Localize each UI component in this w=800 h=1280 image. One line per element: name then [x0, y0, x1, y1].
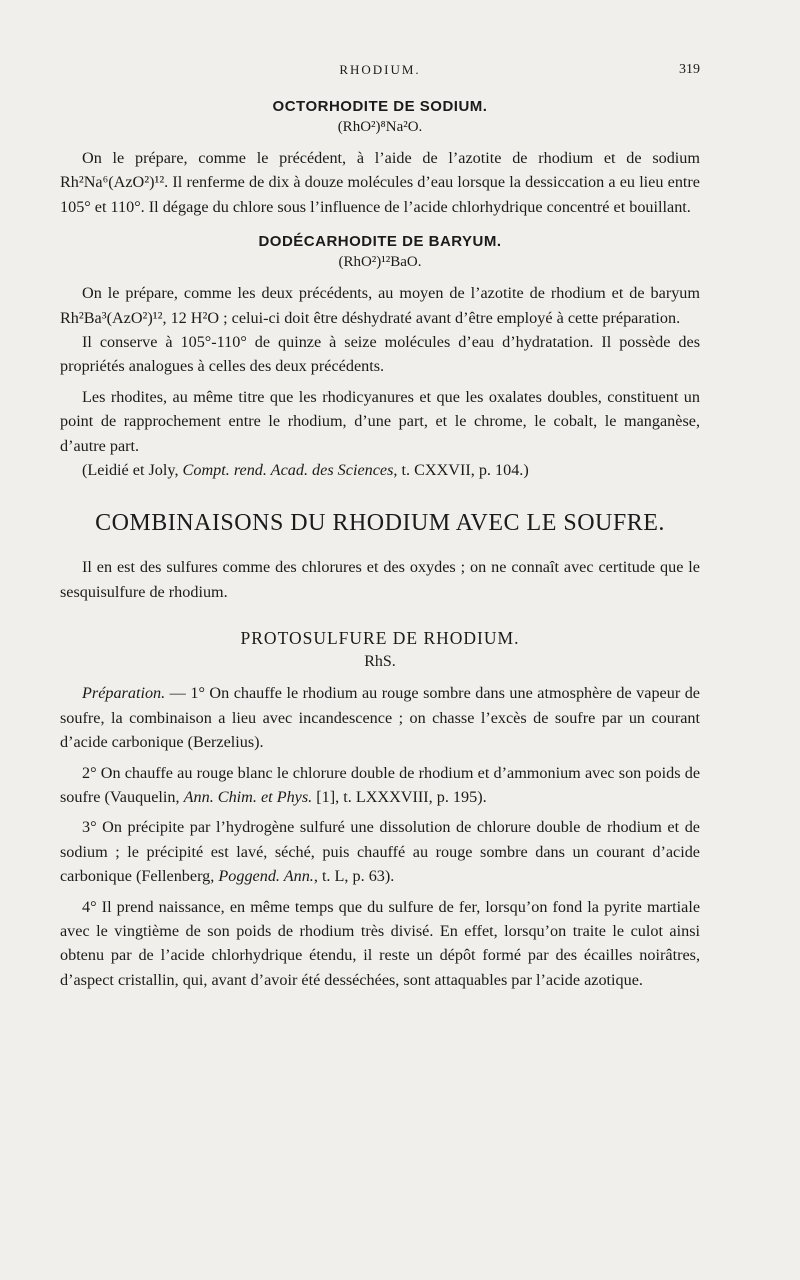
- preparation-label: Préparation.: [82, 684, 166, 703]
- paragraph-preparation-3: [60, 815, 700, 888]
- preparation-2-text: 2° On chauffe au rouge blanc le chlorure double de rhodium et d’ammonium avec son poids de soufre (Vauquelin,: [60, 763, 700, 806]
- preparation-2-journal: Ann. Chim. et Phys.: [183, 787, 313, 806]
- reference-prefix: (Leidié et Joly,: [82, 461, 183, 480]
- paragraph-preparation-2: [60, 761, 700, 810]
- formula-octorhodite: (RhO²)⁸Na²O.: [337, 119, 423, 135]
- preparation-2-suffix: [1], t. LXXXVIII, p. 195).: [312, 787, 487, 806]
- heading-octorhodite: OCTORHODITE DE SODIUM.: [272, 98, 488, 115]
- heading-dodecarhodite: DODÉCARHODITE DE BARYUM.: [258, 233, 502, 251]
- formula-protosulfure: RhS.: [364, 653, 396, 671]
- paragraph-dodecarhodite-2: Il conserve à 105°-110° de quinze à seize molécules d’eau d’hydratation. Il possède des propriétés analogues à celles des deux précédents.: [60, 333, 700, 376]
- reference-leidie: [60, 458, 700, 482]
- preparation-3-journal: Poggend. Ann.: [218, 867, 314, 886]
- paragraph-preparation-4: 4° Il prend naissance, en même temps que du sulfure de fer, lorsqu’on fond la pyrite martiale avec le vingtième de son poids de rhodium très divisé. En effet, lorsqu’on traite le culot ainsi obtenu par de l’acide chlorhydrique étendu, il reste un dépôt formé par des écailles noirâtres, d’aspect cristallin, qui, avant d’avoir été desséchées, sont attaquables par l’acide azotique.: [60, 897, 700, 989]
- running-head-title: RHODIUM.: [339, 62, 421, 77]
- reference-journal: Compt. rend. Acad. des Sciences: [182, 461, 394, 480]
- book-page: [60, 60, 700, 1240]
- paragraph-preparation-1: [60, 681, 700, 754]
- preparation-3-suffix: , t. L, p. 63).: [313, 867, 395, 886]
- formula-dodecarhodite: (RhO²)¹²BaO.: [338, 254, 422, 271]
- paragraph-sulfures: Il en est des sulfures comme des chlorures et des oxydes ; on ne connaît avec certitude que le sesquisulfure de rhodium.: [60, 558, 700, 601]
- paragraph-dodecarhodite-1: On le prépare, comme les deux précédents, au moyen de l’azotite de rhodium et de baryum Rh²Ba³(AzO²)¹², 12 H²O ; celui-ci doit être déshydraté avant d’être employé à cette préparation.: [60, 284, 700, 327]
- reference-suffix: , t. CXXVII, p. 104.): [393, 461, 529, 480]
- heading-sulfur-combinations: COMBINAISONS DU RHODIUM AVEC LE SOUFRE.: [95, 510, 665, 537]
- page-number: 319: [679, 62, 700, 77]
- preparation-3-text: 3° On précipite par l’hydrogène sulfuré une dissolution de chlorure double de rhodium et de sodium ; le précipité est lavé, séché, puis chauffé au rouge sombre dans un courant d’acide carbonique (Fellenberg,: [60, 818, 700, 886]
- paragraph-octorhodite: On le prépare, comme le précédent, à l’aide de l’azotite de rhodium et de sodium Rh²Na⁶(AzO²)¹². Il renferme de dix à douze molécules d’eau lorsque la dessiccation a eu lieu entre 105° et 110°. Il dégage du chlore sous l’influence de l’acide chlorhydrique concentré et bouillant.: [60, 149, 700, 216]
- paragraph-rhodites: Les rhodites, au même titre que les rhodicyanures et que les oxalates doubles, constituent un point de rapprochement entre le rhodium, d’une part, et le chrome, le cobalt, le manganèse, d’autre part.: [60, 387, 700, 455]
- heading-protosulfure: PROTOSULFURE DE RHODIUM.: [240, 628, 520, 649]
- running-head: [60, 60, 700, 84]
- preparation-1-text: — 1° On chauffe le rhodium au rouge sombre dans une atmosphère de vapeur de soufre, la combinaison a lieu avec incandescence ; on chasse l’excès de soufre par un courant d’acide carbonique (Berzelius).: [60, 684, 700, 752]
